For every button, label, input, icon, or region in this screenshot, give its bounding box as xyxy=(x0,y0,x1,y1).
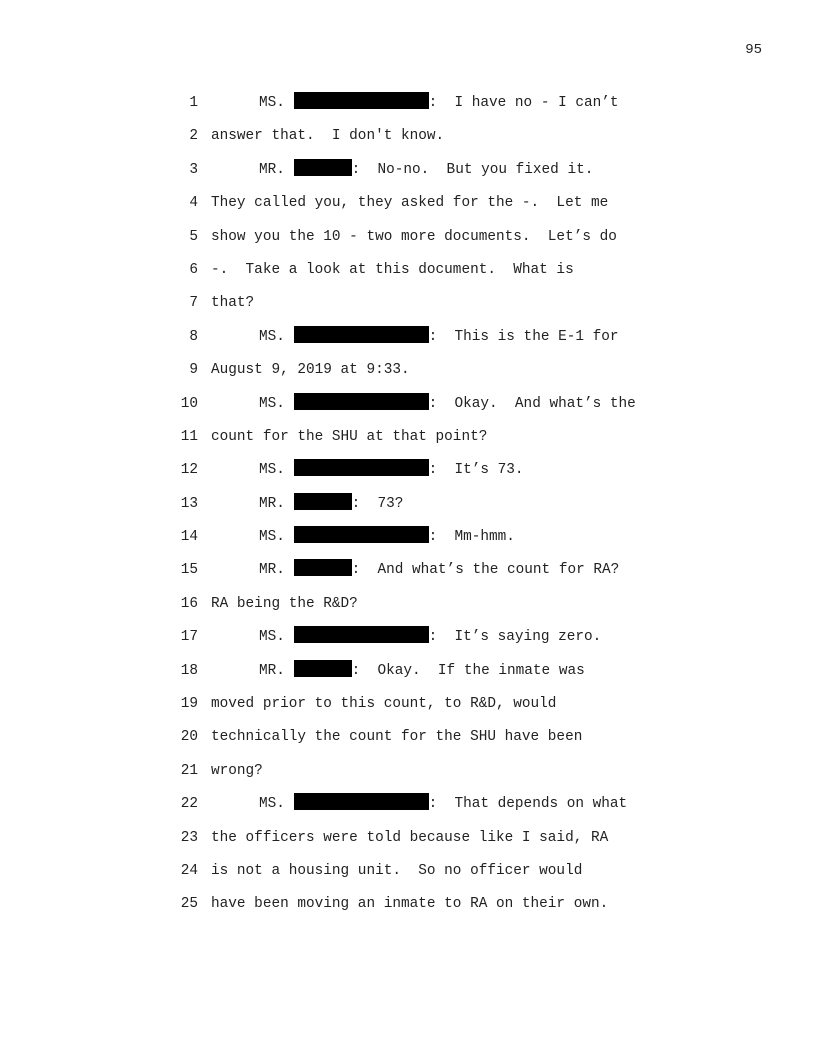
redacted-name xyxy=(294,393,429,410)
line-text xyxy=(211,488,403,521)
redacted-name xyxy=(294,159,352,176)
line-number: 16 xyxy=(180,595,198,612)
line-number: 12 xyxy=(180,462,198,479)
line-text xyxy=(211,287,254,320)
speech-text: -. Take a look at this document. What is xyxy=(211,261,574,278)
line-text xyxy=(211,421,487,454)
line-text xyxy=(211,554,619,587)
speaker-label: MS. xyxy=(259,328,285,345)
line-text xyxy=(211,621,601,654)
line-text xyxy=(211,688,556,721)
transcript-line xyxy=(0,287,816,320)
line-number: 3 xyxy=(189,161,198,178)
line-text xyxy=(211,888,608,921)
speech-text: : This is the E-1 for xyxy=(428,328,619,345)
redacted-name xyxy=(294,526,429,543)
transcript-line xyxy=(0,421,816,454)
line-number: 11 xyxy=(180,428,198,445)
speaker-label: MS. xyxy=(259,796,285,813)
speech-text: : I have no - I can’t xyxy=(428,95,619,111)
transcript-body xyxy=(0,87,816,922)
transcript-line xyxy=(0,688,816,721)
transcript-line xyxy=(0,154,816,187)
transcript-line xyxy=(0,187,816,220)
speech-text: : Mm-hmm. xyxy=(428,529,515,546)
speech-text: : That depends on what xyxy=(428,796,628,813)
line-number: 14 xyxy=(180,529,198,546)
speaker-label: MS. xyxy=(259,529,285,546)
line-number: 6 xyxy=(189,261,198,278)
speaker-label: MR. xyxy=(259,495,285,512)
redacted-name xyxy=(294,459,429,476)
transcript-line xyxy=(0,454,816,487)
speech-text: : Okay. If the inmate was xyxy=(351,662,585,679)
transcript-line xyxy=(0,521,816,554)
transcript-line xyxy=(0,788,816,821)
page-number: 95 xyxy=(745,42,762,58)
line-number: 7 xyxy=(189,295,198,312)
speech-text: have been moving an inmate to RA on their own. xyxy=(211,896,609,913)
speaker-label: MR. xyxy=(259,562,285,579)
line-number: 18 xyxy=(180,662,198,679)
speaker-label: MS. xyxy=(259,462,285,479)
speaker-label: MS. xyxy=(259,95,285,111)
speech-text: They called you, they asked for the -. Let me xyxy=(211,195,609,212)
speech-text: is not a housing unit. So no officer would xyxy=(211,862,583,879)
line-text xyxy=(211,521,515,554)
line-number: 25 xyxy=(180,896,198,913)
line-text xyxy=(211,655,585,688)
transcript-line xyxy=(0,888,816,921)
transcript-line xyxy=(0,120,816,153)
redacted-name xyxy=(294,92,429,109)
speaker-label: MS. xyxy=(259,629,285,646)
line-text xyxy=(211,788,627,821)
line-text xyxy=(211,120,444,153)
transcript-line xyxy=(0,855,816,888)
line-number: 5 xyxy=(189,228,198,245)
redacted-name xyxy=(294,559,352,576)
speech-text: : It’s 73. xyxy=(428,462,524,479)
redacted-name xyxy=(294,660,352,677)
redacted-name xyxy=(294,793,429,810)
redacted-name xyxy=(294,326,429,343)
transcript-line xyxy=(0,221,816,254)
line-text xyxy=(211,388,636,421)
line-text xyxy=(211,87,619,120)
line-text xyxy=(211,221,617,254)
speaker-label: MS. xyxy=(259,395,285,412)
line-number: 23 xyxy=(180,829,198,846)
speech-text: RA being the R&D? xyxy=(211,595,358,612)
line-number: 24 xyxy=(180,862,198,879)
line-text xyxy=(211,588,358,621)
transcript-line xyxy=(0,388,816,421)
speech-text: technically the count for the SHU have been xyxy=(211,729,583,746)
line-text xyxy=(211,755,263,788)
line-number: 4 xyxy=(189,195,198,212)
speaker-label: MR. xyxy=(259,662,285,679)
line-number: 21 xyxy=(180,762,198,779)
line-text xyxy=(211,822,608,855)
speech-text: August 9, 2019 at 9:33. xyxy=(211,362,410,379)
speech-text: : No-no. But you fixed it. xyxy=(351,161,594,178)
line-text xyxy=(211,254,574,287)
line-number: 10 xyxy=(180,395,198,412)
line-text xyxy=(211,855,582,888)
transcript-line xyxy=(0,554,816,587)
line-number: 1 xyxy=(189,95,198,111)
transcript-line xyxy=(0,655,816,688)
line-number: 9 xyxy=(189,362,198,379)
transcript-line xyxy=(0,621,816,654)
speech-text: the officers were told because like I said, RA xyxy=(211,829,609,846)
redacted-name xyxy=(294,626,429,643)
transcript-line xyxy=(0,588,816,621)
line-number: 2 xyxy=(189,128,198,145)
transcript-line xyxy=(0,254,816,287)
speech-text: moved prior to this count, to R&D, would xyxy=(211,696,557,713)
line-text xyxy=(211,187,608,220)
line-number: 15 xyxy=(180,562,198,579)
transcript-line xyxy=(0,488,816,521)
transcript-line xyxy=(0,721,816,754)
speech-text: : And what’s the count for RA? xyxy=(351,562,620,579)
speech-text: that? xyxy=(211,295,255,312)
speech-text: : Okay. And what’s the xyxy=(428,395,636,412)
line-text xyxy=(211,321,619,354)
line-number: 22 xyxy=(180,796,198,813)
redacted-name xyxy=(294,493,352,510)
transcript-line xyxy=(0,321,816,354)
speech-text: answer that. I don't know. xyxy=(211,128,445,145)
line-text xyxy=(211,354,410,387)
speaker-label: MR. xyxy=(259,161,285,178)
line-text xyxy=(211,454,524,487)
speech-text: : 73? xyxy=(351,495,404,512)
transcript-line xyxy=(0,354,816,387)
line-number: 13 xyxy=(180,495,198,512)
speech-text: : It’s saying zero. xyxy=(428,629,602,646)
line-number: 17 xyxy=(180,629,198,646)
speech-text: show you the 10 - two more documents. Let’s do xyxy=(211,228,617,245)
line-number: 20 xyxy=(180,729,198,746)
line-number: 19 xyxy=(180,696,198,713)
transcript-line xyxy=(0,755,816,788)
line-text xyxy=(211,721,582,754)
speech-text: wrong? xyxy=(211,762,263,779)
line-text xyxy=(211,154,593,187)
line-number: 8 xyxy=(189,328,198,345)
transcript-line xyxy=(0,822,816,855)
speech-text: count for the SHU at that point? xyxy=(211,428,488,445)
transcript-line xyxy=(0,87,816,120)
